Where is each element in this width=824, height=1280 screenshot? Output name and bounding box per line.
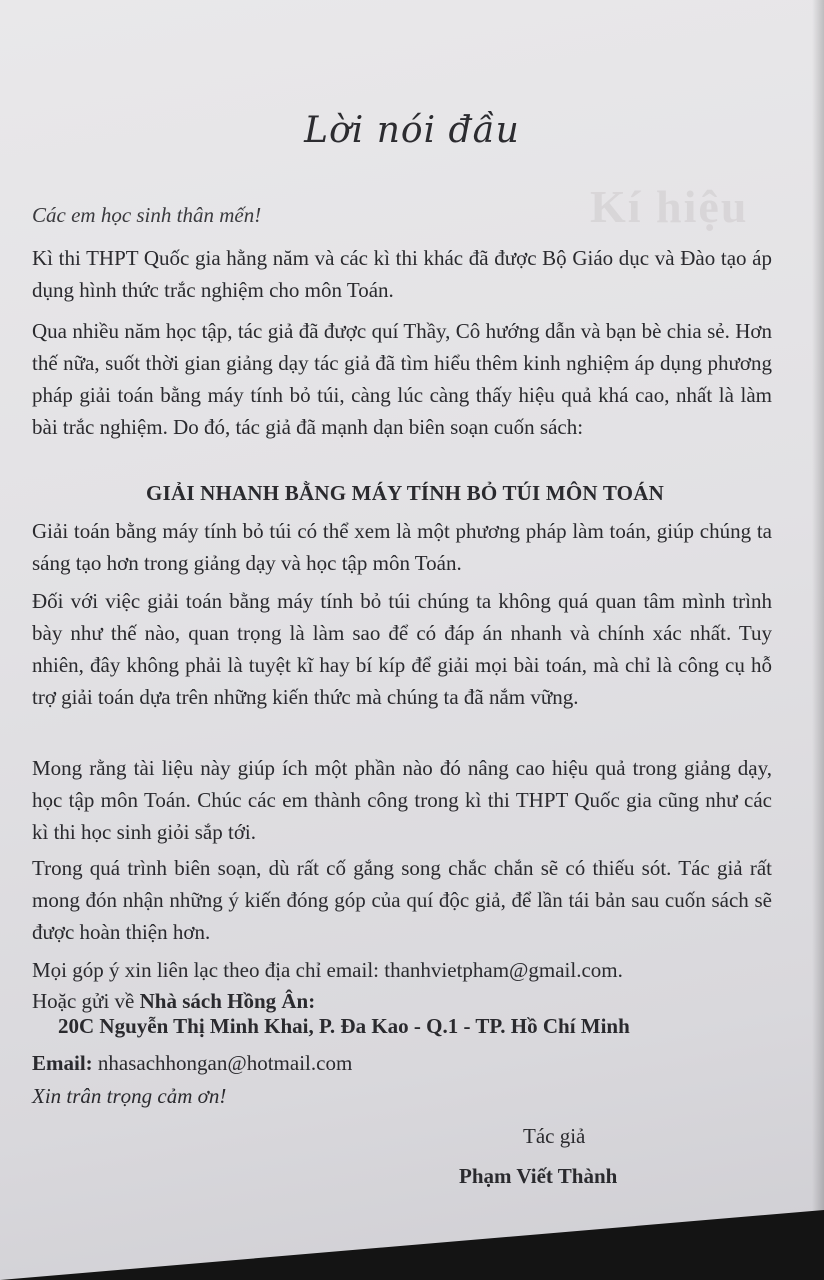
bookstore-email-line [32,1047,352,1079]
paragraph-feedback: Trong quá trình biên soạn, dù rất cố gắng song chắc chắn sẽ có thiếu sót. Tác giả rất mong đón nhận những ý kiến đóng góp của quí độc giả, để lần tái bản sau cuốn sách sẽ được hoàn thiện hơn. [32,856,772,944]
author-name: Phạm Viết Thành [459,1164,618,1188]
send-prefix: Hoặc gửi về [32,989,135,1013]
thanks-line: Xin trân trọng cảm ơn! [32,1084,227,1108]
greeting: Các em học sinh thân mến! [32,203,262,227]
paragraph-author-experience: Qua nhiều năm học tập, tác giả đã được quí Thầy, Cô hướng dẫn và bạn bè chia sẻ. Hơn thế nữa, suốt thời gian giảng dạy tác giả đã tìm hiểu thêm kinh nghiệm áp dụng phương pháp giải toán bằng máy tính bỏ túi, càng lúc càng thấy hiệu quả khá cao, nhất là làm bài trắc nghiệm. Do đó, tác giả đã mạnh dạn biên soạn cuốn sách: [32,319,772,439]
bookstore-line [32,985,315,1017]
book-title: GIẢI NHANH BẰNG MÁY TÍNH BỎ TÚI MÔN TOÁN [146,481,664,505]
page-corner-shadow [0,1180,824,1280]
page-title: Lời nói đầu [304,110,520,151]
author-label: Tác giả [523,1124,586,1148]
paragraph-purpose: Đối với việc giải toán bằng máy tính bỏ túi chúng ta không quá quan tâm mình trình bày như thế nào, quan trọng là làm sao để có đáp án nhanh và chính xác nhất. Tuy nhiên, đây không phải là tuyệt kĩ hay bí kíp để giải mọi bài toán, mà chỉ là công cụ hỗ trợ giải toán dựa trên những kiến thức mà chúng ta đã nắm vững. [32,589,772,709]
page-edge-shadow [812,0,824,1280]
bookstore-address: 20C Nguyễn Thị Minh Khai, P. Đa Kao - Q.1 - TP. Hồ Chí Minh [58,1014,630,1038]
bookstore-name: Nhà sách Hồng Ân: [139,989,316,1013]
contact-line: Mọi góp ý xin liên lạc theo địa chỉ email: thanhvietpham@gmail.com. [32,958,623,982]
bleed-through-heading: Kí hiệu [590,181,749,232]
paragraph-exam-intro: Kì thi THPT Quốc gia hằng năm và các kì thi khác đã được Bộ Giáo dục và Đào tạo áp dụng hình thức trắc nghiệm cho môn Toán. [32,246,772,302]
paragraph-wishes: Mong rằng tài liệu này giúp ích một phần nào đó nâng cao hiệu quả trong giảng dạy, học tập môn Toán. Chúc các em thành công trong kì thi THPT Quốc gia cũng như các kì thi học sinh giỏi sắp tới. [32,756,772,844]
email-value: nhasachhongan@hotmail.com [97,1051,353,1075]
paragraph-method: Giải toán bằng máy tính bỏ túi có thể xem là một phương pháp làm toán, giúp chúng ta sáng tạo hơn trong giảng dạy và học tập môn Toán. [32,519,772,575]
email-label: Email: [32,1051,93,1075]
